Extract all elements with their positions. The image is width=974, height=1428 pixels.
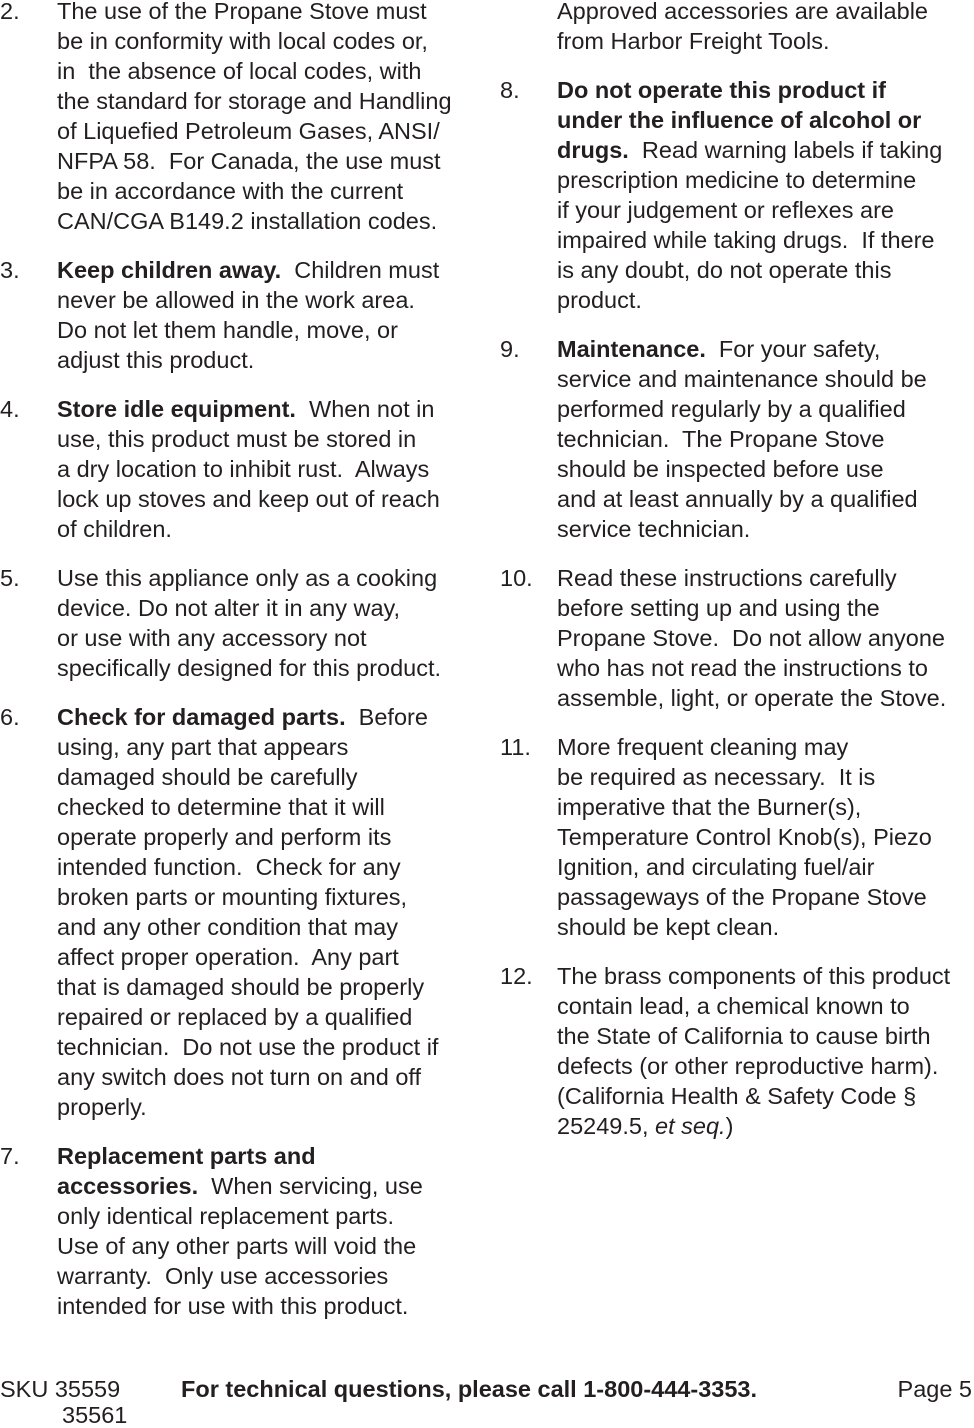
text-line	[57, 285, 487, 315]
list-item	[500, 75, 974, 315]
text-run: service and maintenance should be	[557, 366, 927, 392]
text-run: Temperature Control Knob(s), Piezo	[557, 824, 932, 850]
text-line	[557, 683, 974, 713]
text-run: in the absence of local codes, with	[57, 58, 422, 84]
item-number: 6.	[0, 704, 20, 730]
text-run: affect proper operation. Any part	[57, 944, 399, 970]
item-text	[57, 1141, 487, 1321]
bold-heading: drugs.	[557, 137, 629, 163]
text-line	[57, 424, 487, 454]
text-run: of children.	[57, 516, 172, 542]
text-run: Children must	[281, 257, 440, 283]
text-line	[557, 912, 974, 942]
text-line	[57, 146, 487, 176]
text-run: that is damaged should be properly	[57, 974, 425, 1000]
text-line	[557, 623, 974, 653]
text-run: Read warning labels if taking	[628, 137, 943, 163]
text-line	[557, 424, 974, 454]
text-line	[557, 1081, 974, 1111]
text-run: specifically designed for this product.	[57, 655, 442, 681]
text-run: technician. The Propane Stove	[557, 426, 885, 452]
text-line	[57, 1291, 487, 1321]
text-run: warranty. Only use accessories	[57, 1263, 389, 1289]
text-line	[557, 822, 974, 852]
text-line	[57, 1002, 487, 1032]
text-run: using, any part that appears	[57, 734, 349, 760]
text-run: device. Do not alter it in any way,	[57, 595, 401, 621]
text-run: The use of the Propane Stove must	[57, 0, 427, 24]
text-line	[57, 1261, 487, 1291]
text-run: the State of California to cause birth	[557, 1023, 931, 1049]
text-run: of Liquefied Petroleum Gases, ANSI/	[57, 118, 440, 144]
item-text	[557, 75, 974, 315]
text-line	[557, 135, 974, 165]
text-line	[557, 394, 974, 424]
item-number: 12.	[500, 963, 533, 989]
text-line	[57, 454, 487, 484]
left-column	[0, 0, 487, 1340]
text-run: Do not let them handle, move, or	[57, 317, 398, 343]
item-number: 11.	[500, 734, 531, 760]
text-line	[57, 1062, 487, 1092]
text-run: Use this appliance only as a cooking	[57, 565, 438, 591]
text-run: Before	[345, 704, 428, 730]
list-item	[0, 394, 487, 544]
item-text	[57, 563, 487, 683]
text-run: only identical replacement parts.	[57, 1203, 395, 1229]
text-run: be required as necessary. It is	[557, 764, 876, 790]
text-run: performed regularly by a qualified	[557, 396, 906, 422]
text-run: The brass components of this product	[557, 963, 951, 989]
text-line	[557, 1051, 974, 1081]
text-line	[557, 334, 974, 364]
text-run: lock up stoves and keep out of reach	[57, 486, 440, 512]
text-line	[57, 86, 487, 116]
text-line	[557, 732, 974, 762]
item-text	[557, 961, 974, 1141]
list-item	[0, 1141, 487, 1321]
text-line	[557, 454, 974, 484]
text-line	[557, 484, 974, 514]
item-number: 9.	[500, 336, 520, 362]
text-line	[57, 623, 487, 653]
text-line	[557, 593, 974, 623]
text-run: operate properly and perform its	[57, 824, 392, 850]
text-run: should be inspected before use	[557, 456, 884, 482]
right-column	[500, 0, 974, 1160]
sku-label: SKU 35559	[0, 1376, 121, 1402]
text-line	[57, 484, 487, 514]
text-run: 25249.5,	[557, 1113, 656, 1139]
text-run: NFPA 58. For Canada, the use must	[57, 148, 441, 174]
text-line	[557, 75, 974, 105]
text-run: checked to determine that it will	[57, 794, 385, 820]
bold-heading: Do not operate this product if	[557, 77, 886, 103]
item-text	[57, 394, 487, 544]
text-line	[57, 822, 487, 852]
tech-support-line: For technical questions, please call 1-800-444-3353.	[181, 1376, 758, 1402]
text-line	[557, 255, 974, 285]
text-run: before setting up and using the	[557, 595, 880, 621]
text-run: any switch does not turn on and off	[57, 1064, 422, 1090]
text-line	[57, 852, 487, 882]
text-line	[57, 1171, 487, 1201]
text-line	[557, 165, 974, 195]
text-line	[557, 762, 974, 792]
text-line	[57, 1141, 487, 1171]
text-line	[57, 315, 487, 345]
list-item	[500, 334, 974, 544]
text-run: )	[725, 1113, 734, 1139]
bold-heading: Maintenance.	[557, 336, 706, 362]
item-number: 5.	[0, 565, 20, 591]
text-line	[57, 176, 487, 206]
item-number: 8.	[500, 77, 520, 103]
text-line	[557, 514, 974, 544]
text-run: passageways of the Propane Stove	[557, 884, 927, 910]
text-line	[57, 56, 487, 86]
text-run: More frequent cleaning may	[557, 734, 849, 760]
text-run: Approved accessories are available	[557, 0, 928, 24]
text-run: intended for use with this product.	[57, 1293, 409, 1319]
text-run: and at least annually by a qualified	[557, 486, 918, 512]
text-run: or use with any accessory not	[57, 625, 367, 651]
text-run: imperative that the Burner(s),	[557, 794, 862, 820]
text-line	[57, 563, 487, 593]
text-line	[557, 991, 974, 1021]
item-number: 3.	[0, 257, 20, 283]
text-line	[57, 514, 487, 544]
list-item	[0, 702, 487, 1122]
text-line	[557, 364, 974, 394]
text-line	[557, 852, 974, 882]
text-line	[57, 882, 487, 912]
text-run: assemble, light, or operate the Stove.	[557, 685, 947, 711]
text-run: is any doubt, do not operate this	[557, 257, 892, 283]
item-text	[557, 732, 974, 942]
text-run: a dry location to inhibit rust. Always	[57, 456, 430, 482]
list-item	[0, 0, 487, 236]
text-run: contain lead, a chemical known to	[557, 993, 910, 1019]
page-number: Page 5	[897, 1376, 972, 1402]
list-item	[500, 0, 974, 56]
text-line	[557, 563, 974, 593]
list-item	[500, 732, 974, 942]
text-run: from Harbor Freight Tools.	[557, 28, 830, 54]
text-line	[557, 653, 974, 683]
text-line	[557, 285, 974, 315]
text-run: (California Health & Safety Code §	[557, 1083, 917, 1109]
text-line	[557, 882, 974, 912]
text-line	[57, 702, 487, 732]
text-line	[57, 653, 487, 683]
text-line	[557, 225, 974, 255]
text-run: who has not read the instructions to	[557, 655, 928, 681]
text-run: should be kept clean.	[557, 914, 780, 940]
text-line	[57, 762, 487, 792]
text-run: be in conformity with local codes or,	[57, 28, 428, 54]
text-run: service technician.	[557, 516, 751, 542]
text-run: intended function. Check for any	[57, 854, 401, 880]
item-text	[57, 0, 487, 236]
list-item	[0, 563, 487, 683]
item-number: 2.	[0, 0, 20, 24]
item-number: 4.	[0, 396, 20, 422]
text-line	[557, 961, 974, 991]
list-item	[0, 255, 487, 375]
text-run: CAN/CGA B149.2 installation codes.	[57, 208, 438, 234]
text-line	[57, 972, 487, 1002]
italic-text: et seq.	[655, 1113, 726, 1139]
bold-heading: Replacement parts and	[57, 1143, 316, 1169]
text-run: never be allowed in the work area.	[57, 287, 415, 313]
text-line	[557, 1111, 974, 1141]
text-line	[57, 593, 487, 623]
text-line	[57, 0, 487, 26]
text-run: if your judgement or reflexes are	[557, 197, 894, 223]
list-item	[500, 563, 974, 713]
text-run: be in accordance with the current	[57, 178, 404, 204]
text-run: repaired or replaced by a qualified	[57, 1004, 413, 1030]
text-line	[57, 912, 487, 942]
text-line	[57, 1092, 487, 1122]
text-line	[57, 1201, 487, 1231]
text-line	[57, 394, 487, 424]
text-line	[57, 255, 487, 285]
text-line	[557, 195, 974, 225]
text-line	[557, 26, 974, 56]
text-run: properly.	[57, 1094, 147, 1120]
text-run: Ignition, and circulating fuel/air	[557, 854, 875, 880]
text-run: use, this product must be stored in	[57, 426, 417, 452]
page-footer	[0, 1374, 974, 1426]
text-run: and any other condition that may	[57, 914, 398, 940]
text-run: technician. Do not use the product if	[57, 1034, 439, 1060]
text-line	[57, 206, 487, 236]
bold-heading: under the influence of alcohol or	[557, 107, 922, 133]
text-run: Propane Stove. Do not allow anyone	[557, 625, 946, 651]
text-line	[557, 792, 974, 822]
item-number: 7.	[0, 1143, 20, 1169]
text-run: product.	[557, 287, 642, 313]
text-line	[57, 345, 487, 375]
bold-heading: accessories.	[57, 1173, 199, 1199]
text-run: Use of any other parts will void the	[57, 1233, 417, 1259]
text-line	[57, 1032, 487, 1062]
text-line	[557, 105, 974, 135]
item-number: 10.	[500, 565, 533, 591]
item-text	[557, 0, 974, 56]
text-run: Read these instructions carefully	[557, 565, 897, 591]
text-line	[57, 26, 487, 56]
text-run: adjust this product.	[57, 347, 255, 373]
sku-second: 35561	[62, 1402, 128, 1428]
item-text	[557, 334, 974, 544]
text-run: When servicing, use	[198, 1173, 423, 1199]
text-run: the standard for storage and Handling	[57, 88, 452, 114]
text-run: When not in	[295, 396, 435, 422]
text-line	[57, 792, 487, 822]
text-line	[57, 732, 487, 762]
text-run: prescription medicine to determine	[557, 167, 917, 193]
text-run: damaged should be carefully	[57, 764, 358, 790]
text-run: impaired while taking drugs. If there	[557, 227, 935, 253]
bold-heading: Keep children away.	[57, 257, 282, 283]
item-text	[57, 255, 487, 375]
text-run: For your safety,	[705, 336, 881, 362]
item-text	[57, 702, 487, 1122]
bold-heading: Store idle equipment.	[57, 396, 296, 422]
list-item	[500, 961, 974, 1141]
text-line	[557, 0, 974, 26]
text-run: broken parts or mounting fixtures,	[57, 884, 408, 910]
text-line	[57, 1231, 487, 1261]
text-line	[57, 116, 487, 146]
text-line	[557, 1021, 974, 1051]
bold-heading: Check for damaged parts.	[57, 704, 346, 730]
text-line	[57, 942, 487, 972]
item-text	[557, 563, 974, 713]
text-run: defects (or other reproductive harm).	[557, 1053, 939, 1079]
